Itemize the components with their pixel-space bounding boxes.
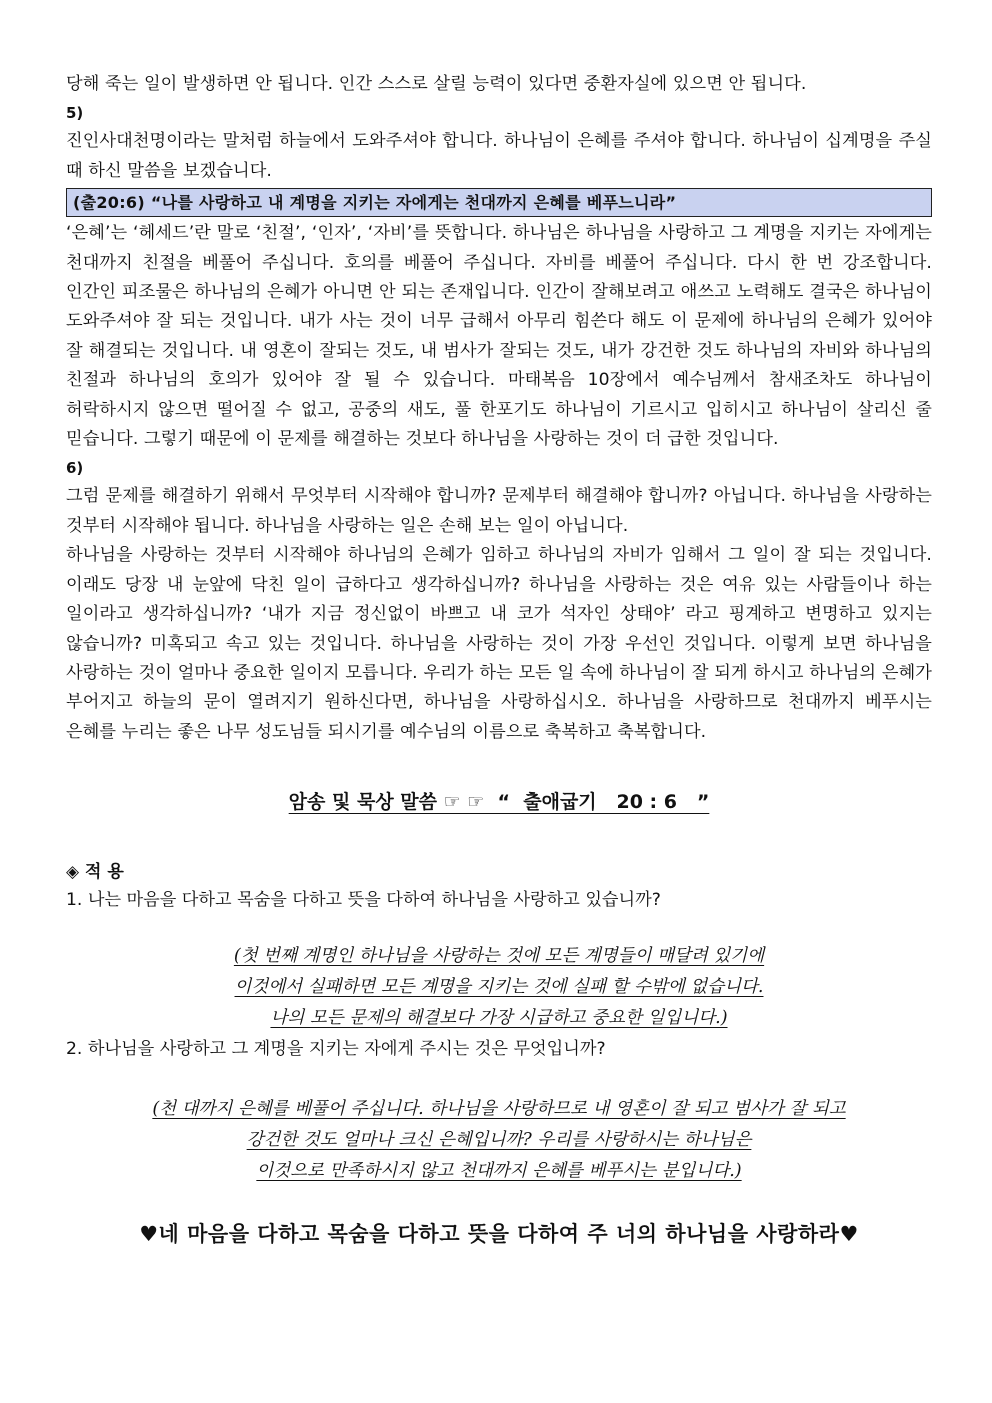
intro-paragraph: 당해 죽는 일이 발생하면 안 됩니다. 인간 스스로 살릴 능력이 있다면 중환자실에 있으면 안 됩니다. xyxy=(66,74,807,94)
answer-1-line-3: 나의 모든 문제의 해결보다 가장 시급하고 중요한 일입니다.) xyxy=(270,1008,728,1029)
answer-2-line-1: (천 대까지 은혜를 베풀어 주십니다. 하나님을 사랑하므로 내 영혼이 잘 되고 범사가 잘 되고 xyxy=(152,1099,846,1120)
section-5-body: ‘은혜’는 ‘헤세드’란 말로 ‘친절’, ‘인자’, ‘자비’를 뜻합니다. 하나님은 하나님을 사랑하고 그 계명을 지키는 자에게는 천대까지 친절을 베풀어 주십니다. 호의를 베풀어 주십니다. 자비를 베풀어 주십니다. 다시 한 번 강조합니다. 인간인 피조물은 하나님의 은혜가 아니면 안 되는 존재입니다. 인간이 잘해보려고 애쓰고 노력해도 결국은 하나님이 도와주셔야 잘 되는 것입니다. 내가 사는 것이 너무 급해서 아무리 힘쓴다 해도 이 문제에 하나님의 은혜가 있어야 잘 해결되는 것입니다. 내 영혼이 잘되는 것도, 내 범사가 잘되는 것도, 내가 강건한 것도 하나님의 자비와 하나님의 친절과 하나님의 호의가 있어야 잘 될 수 있습니다. 마태복음 10장에서 예수님께서 참새조차도 하나님이 허락하시지 않으면 떨어질 수 없고, 공중의 새도, 풀 한포기도 하나님이 기르시고 입히시고 하나님이 살리신 줄 믿습니다. 그렇기 때문에 이 문제를 해결하는 것보다 하나님을 사랑하는 것이 더 급한 것입니다. xyxy=(66,223,932,450)
application-heading: ◈ 적 용 xyxy=(66,862,124,883)
question-1: 1. 나는 마음을 다하고 목숨을 다하고 뜻을 다하여 하나님을 사랑하고 있습니까? xyxy=(66,890,661,911)
question-2: 2. 하나님을 사랑하고 그 계명을 지키는 자에게 주시는 것은 무엇입니까? xyxy=(66,1039,606,1060)
document-page xyxy=(66,66,932,1248)
memory-verse-heading xyxy=(66,788,932,816)
section-number-5: 5) xyxy=(66,104,84,123)
answer-1-line-1: (첫 번째 계명인 하나님을 사랑하는 것에 모든 계명들이 매달려 있기에 xyxy=(233,946,765,967)
section-number-6: 6) xyxy=(66,459,84,478)
memory-verse-text: 암송 및 묵상 말씀 ☞ ☞ “ 출애굽기 20 : 6 ” xyxy=(288,791,710,814)
answer-2-line-2: 강건한 것도 얼마나 크신 은혜입니까? 우리를 사랑하시는 하나님은 xyxy=(246,1130,752,1151)
scripture-quote-box: (출20:6) “나를 사랑하고 내 계명을 지키는 자에게는 천대까지 은혜를 베푸느니라” xyxy=(66,188,932,217)
section-6-paragraph-2: 하나님을 사랑하는 것부터 시작해야 하나님의 은혜가 임하고 하나님의 자비가 임해서 그 일이 잘 되는 것입니다. 이래도 당장 내 눈앞에 닥친 일이 급하다고 생각하십니까? 하나님을 사랑하는 것은 여유 있는 사람들이나 하는 일이라고 생각하십니까? ‘내가 지금 정신없이 바쁘고 내 코가 석자인 상태야’ 라고 핑계하고 변명하고 있지는 않습니까? 미혹되고 속고 있는 것입니다. 하나님을 사랑하는 것이 가장 우선인 것입니다. 이렇게 보면 하나님을 사랑하는 것이 얼마나 중요한 일이지 모릅니다. 우리가 하는 모든 일 속에 하나님이 잘 되게 하시고 하나님의 은혜가 부어지고 하늘의 문이 열려지기 원하신다면, 하나님을 사랑하십시오. 하나님을 사랑하므로 천대까지 베푸시는 은혜를 누리는 좋은 나무 성도님들 되시기를 예수님의 이름으로 축복하고 축복합니다. xyxy=(66,545,932,742)
closing-verse: ♥네 마음을 다하고 목숨을 다하고 뜻을 다하여 주 너의 하나님을 사랑하라♥ xyxy=(139,1222,859,1247)
answer-1-line-2: 이것에서 실패하면 모든 계명을 지키는 것에 실패 할 수밖에 없습니다. xyxy=(234,977,764,998)
answer-2-line-3: 이것으로 만족하시지 않고 천대까지 은혜를 베푸시는 분입니다.) xyxy=(256,1161,742,1182)
section-6-paragraph-1: 그럼 문제를 해결하기 위해서 무엇부터 시작해야 합니까? 문제부터 해결해야 합니까? 아닙니다. 하나님을 사랑하는 것부터 시작해야 됩니다. 하나님을 사랑하는 일은 손해 보는 일이 아닙니다. xyxy=(66,486,932,536)
section-5-intro: 진인사대천명이라는 말처럼 하늘에서 도와주셔야 합니다. 하나님이 은혜를 주셔야 합니다. 하나님이 십계명을 주실 때 하신 말씀을 보겠습니다. xyxy=(66,131,932,181)
